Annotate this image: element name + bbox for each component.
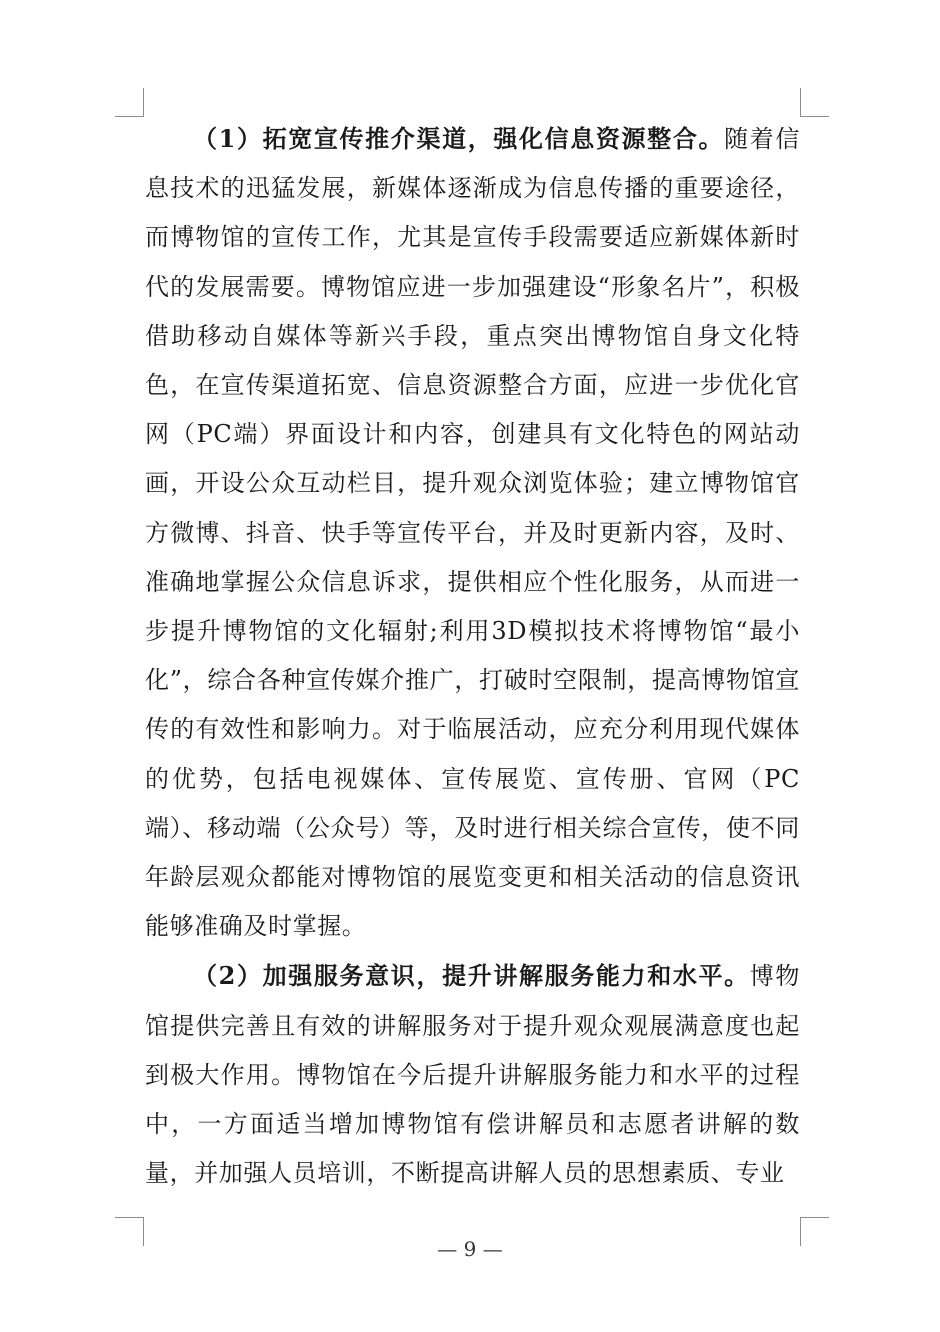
crop-mark-top-right	[800, 88, 829, 117]
page-number: — 9 —	[437, 1237, 503, 1261]
paragraph-1-text: 随着信息技术的迅猛发展，新媒体逐渐成为信息传播的重要途径，而博物馆的宣传工作，尤其是宣传手段需要适应新媒体新时代的发展需要。博物馆应进一步加强建设“形象名片”，积极借助移动自媒体等新兴手段，重点突出博物馆自身文化特色，在宣传渠道拓宽、信息资源整合方面，应进一步优化官网（PC端）界面设计和内容，创建具有文化特色的网站动画，开设公众互动栏目，提升观众浏览体验；建立博物馆官方微博、抖音、快手等宣传平台，并及时更新内容，及时、准确地掌握公众信息诉求，提供相应个性化服务，从而进一步提升博物馆的文化辐射;利用3D模拟技术将博物馆“最小化”，综合各种宣传媒介推广，打破时空限制，提高博物馆宣传的有效性和影响力。对于临展活动，应充分利用现代媒体的优势，包括电视媒体、宣传展览、宣传册、官网（PC端）、移动端（公众号）等，及时进行相关综合宣传，使不同年龄层观众都能对博物馆的展览变更和相关活动的信息资讯能够准确及时掌握。	[145, 125, 800, 941]
paragraph-2-lead: （2）加强服务意识，提升讲解服务能力和水平。	[193, 961, 750, 991]
crop-mark-top-left	[115, 88, 144, 117]
paragraph-1-lead: （1）拓宽宣传推介渠道，强化信息资源整合。	[193, 124, 725, 153]
paragraph-2	[145, 951, 800, 1198]
document-body	[145, 114, 800, 1198]
paragraph-2-text: 博物馆提供完善且有效的讲解服务对于提升观众观展满意度也起到极大作用。博物馆在今后提升讲解服务能力和水平的过程中，一方面适当增加博物馆有偿讲解员和志愿者讲解的数量，并加强人员培训，不断提高讲解人员的思想素质、专业	[145, 962, 800, 1188]
paragraph-1	[145, 114, 800, 951]
